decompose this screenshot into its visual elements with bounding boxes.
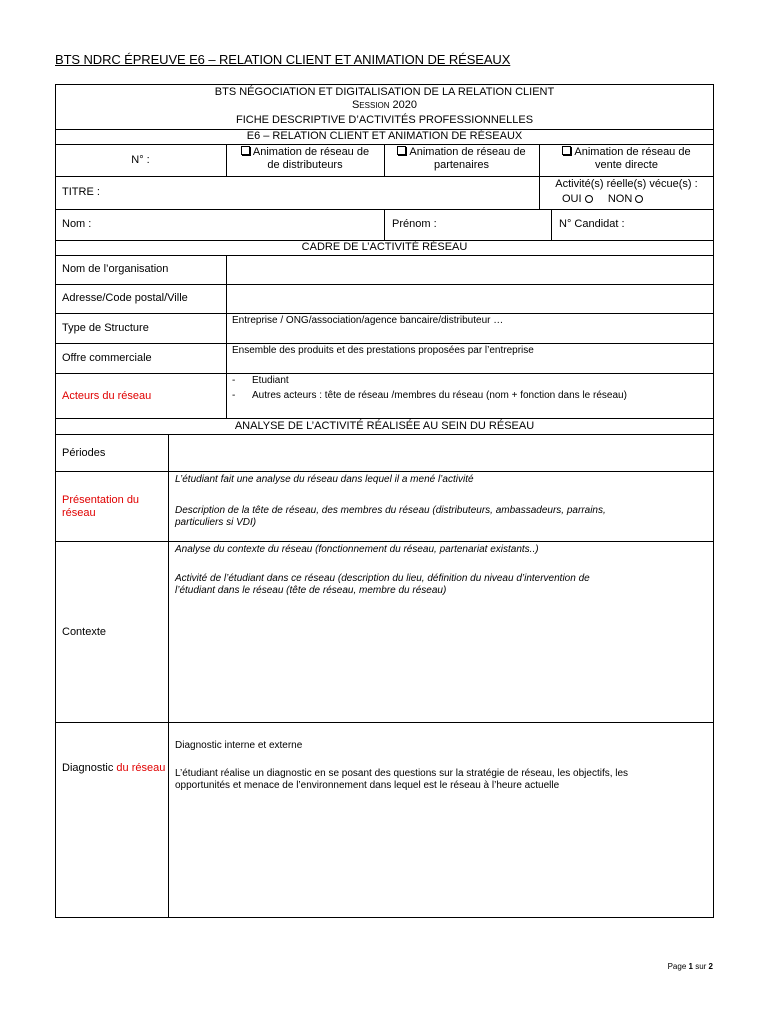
- checkbox-icon[interactable]: [241, 146, 250, 155]
- rule: [55, 343, 714, 344]
- prenom-label: Prénom :: [392, 218, 437, 230]
- contexte-label: Contexte: [62, 626, 107, 638]
- presentation-label-line2: réseau: [62, 507, 96, 519]
- rule: [55, 434, 714, 435]
- diagnostic-label-2: du réseau: [116, 762, 166, 774]
- checkbox-icon[interactable]: [397, 146, 406, 155]
- candidat-label: N° Candidat :: [559, 218, 625, 230]
- diagnostic-label-1: Diagnostic: [62, 762, 114, 774]
- rule: [55, 176, 714, 177]
- presentation-text-2-line2: particuliers si VDI): [175, 517, 257, 528]
- diagnostic-text-2-line1: L’étudiant réalise un diagnostic en se posant des questions sur la stratégie de réseau, les objectifs, les: [175, 768, 629, 779]
- rule: [55, 284, 714, 285]
- rule: [55, 471, 714, 472]
- contexte-text-2-line2: l’étudiant dans le réseau (tête de réseau, membre du réseau): [175, 585, 447, 596]
- presentation-text-1: L’étudiant fait une analyse du réseau dans lequel il a mené l’activité: [175, 474, 474, 485]
- rule: [55, 722, 714, 723]
- document-title: BTS NDRC ÉPREUVE E6 – RELATION CLIENT ET ANIMATION DE RÉSEAUX: [55, 52, 511, 67]
- rule: [55, 255, 714, 256]
- activity-radio-group: [562, 193, 643, 206]
- rule: [551, 209, 552, 240]
- acteurs-item-1-text: Etudiant: [252, 375, 289, 386]
- rule: [55, 418, 714, 419]
- option-vente-directe-line1: Animation de réseau de: [574, 146, 691, 158]
- diagnostic-text-1: Diagnostic interne et externe: [175, 740, 303, 751]
- presentation-text-2-line1: Description de la tête de réseau, des membres du réseau (distributeurs, ambassadeurs, parrains,: [175, 505, 606, 516]
- header-session: Session 2020: [351, 99, 418, 111]
- section-analyse-title: ANALYSE DE L’ACTIVITÉ RÉALISÉE AU SEIN DU RÉSEAU: [234, 420, 535, 432]
- footer-page-word: Page: [667, 962, 687, 971]
- rule: [55, 313, 714, 314]
- adresse-label: Adresse/Code postal/Ville: [62, 292, 188, 304]
- rule: [384, 209, 385, 240]
- contexte-text-2: [175, 573, 590, 597]
- organisation-label: Nom de l’organisation: [62, 263, 169, 275]
- header-line-programme: BTS NÉGOCIATION ET DIGITALISATION DE LA RELATION CLIENT: [214, 86, 555, 98]
- footer-sur-word: sur: [695, 962, 707, 971]
- header-fiche: FICHE DESCRIPTIVE D’ACTIVITÉS PROFESSIONNELLES: [235, 114, 534, 126]
- option-partenaires[interactable]: [384, 146, 539, 172]
- radio-oui-icon[interactable]: [585, 195, 593, 203]
- rule: [55, 373, 714, 374]
- presentation-label-line1: Présentation du: [62, 494, 140, 506]
- option-distributeurs-line2: de distributeurs: [267, 159, 343, 171]
- presentation-label: [62, 494, 139, 520]
- checkbox-icon[interactable]: [562, 146, 571, 155]
- acteurs-item-2: - Autres acteurs : tête de réseau /membres du réseau (nom + fonction dans le réseau): [232, 390, 627, 401]
- contexte-text-1: Analyse du contexte du réseau (fonctionnement du réseau, partenariat existants..): [175, 544, 539, 555]
- option-vente-directe-line2: vente directe: [595, 159, 658, 171]
- diagnostic-text-2: [175, 768, 628, 792]
- section-cadre-title: CADRE DE L’ACTIVITÉ RÉSEAU: [301, 241, 468, 253]
- presentation-text-2: [175, 505, 606, 529]
- option-partenaires-line1: Animation de réseau de: [409, 146, 526, 158]
- header-epreuve: E6 – RELATION CLIENT ET ANIMATION DE RÉSEAUX: [246, 130, 523, 142]
- footer-page-num: 1: [688, 962, 693, 971]
- radio-non-icon[interactable]: [635, 195, 643, 203]
- acteurs-item-2-text: Autres acteurs : tête de réseau /membres du réseau (nom + fonction dans le réseau): [252, 390, 627, 401]
- rule: [55, 541, 714, 542]
- option-distributeurs[interactable]: [226, 146, 384, 172]
- diagnostic-text-2-line2: opportunités et menace de l’environnement dans lequel est le réseau à l’heure actuelle: [175, 780, 560, 791]
- page-footer: [668, 962, 713, 971]
- type-structure-value: Entreprise / ONG/association/agence bancaire/distributeur …: [232, 315, 504, 326]
- acteurs-label: Acteurs du réseau: [62, 390, 152, 402]
- numero-label: N° :: [131, 154, 150, 166]
- titre-label: TITRE :: [62, 186, 100, 198]
- nom-label: Nom :: [62, 218, 92, 230]
- contexte-text-2-line1: Activité de l’étudiant dans ce réseau (description du lieu, définition du niveau d’intervention de: [175, 573, 590, 584]
- rule: [168, 434, 169, 918]
- oui-label: OUI: [562, 193, 582, 205]
- non-label: NON: [607, 193, 633, 205]
- footer-page-total: 2: [708, 962, 713, 971]
- option-distributeurs-line1: Animation de réseau de: [252, 146, 370, 158]
- acteurs-item-1: - Etudiant: [232, 375, 289, 386]
- periodes-label: Périodes: [62, 447, 106, 459]
- type-structure-label: Type de Structure: [62, 322, 149, 334]
- option-vente-directe[interactable]: [539, 146, 714, 172]
- rule: [226, 255, 227, 418]
- offre-value: Ensemble des produits et des prestations proposées par l’entreprise: [232, 345, 534, 356]
- activity-real-label: Activité(s) réelle(s) vécue(s) :: [555, 178, 698, 190]
- diagnostic-label: [62, 762, 165, 775]
- option-partenaires-line2: partenaires: [433, 159, 490, 171]
- offre-label: Offre commerciale: [62, 352, 152, 364]
